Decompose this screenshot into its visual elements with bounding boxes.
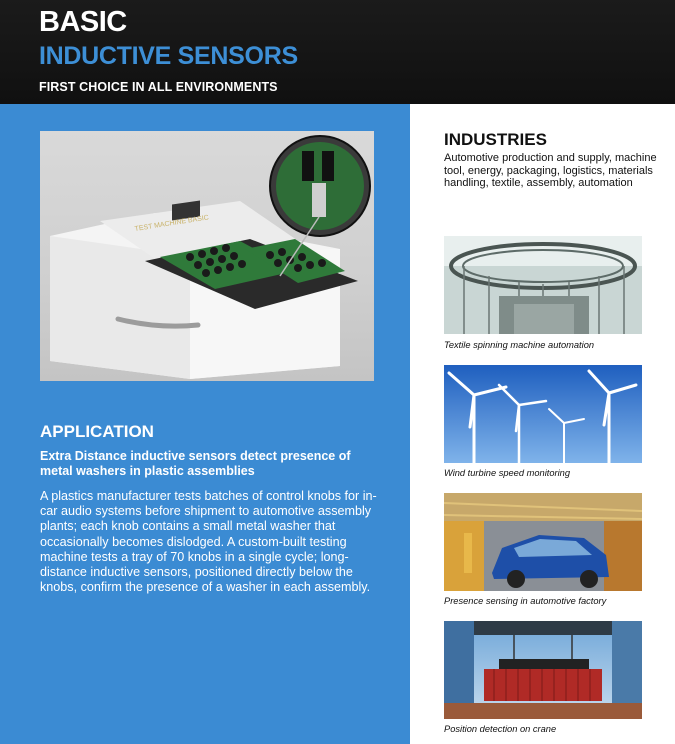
header-title-inductive-sensors: INDUCTIVE SENSORS <box>39 42 298 70</box>
caption-textile: Textile spinning machine automation <box>444 340 595 350</box>
textile-spinning-photo <box>444 236 642 334</box>
industries-title: INDUSTRIES <box>444 130 547 149</box>
header-tagline: FIRST CHOICE IN ALL ENVIRONMENTS <box>39 80 278 94</box>
wind-turbine-photo <box>444 365 642 463</box>
industries-text: Automotive production and supply, machine tool, energy, packaging, logistics, materials handling, textile, assembly, automation <box>444 152 657 190</box>
caption-wind-turbine: Wind turbine speed monitoring <box>444 468 571 478</box>
svg-text:TEST MACHINE BASIC: TEST MACHINE BASIC <box>134 214 210 233</box>
page-header <box>0 0 675 104</box>
automotive-factory-photo <box>444 493 642 591</box>
testing-machine-photo <box>40 131 374 381</box>
caption-crane: Position detection on crane <box>444 724 557 734</box>
caption-automotive: Presence sensing in automotive factory <box>444 596 607 606</box>
application-body: A plastics manufacturer tests batches of control knobs for in-car audio systems before shipment to automotive assembly plants; each knob contains a small metal washer that occasionally becomes dislodged. A custom-built testing machine tests a tray of 70 knobs in a single cycle; long-distance inductive sensors, positioned directly below the knobs, confirm the presence of a washer in each assembly. <box>40 489 377 595</box>
crane-container-photo <box>444 621 642 719</box>
application-subtitle: Extra Distance inductive sensors detect presence of metal washers in plastic assemblies <box>40 449 351 478</box>
header-title-basic: BASIC <box>39 6 127 38</box>
application-title: APPLICATION <box>40 422 154 441</box>
